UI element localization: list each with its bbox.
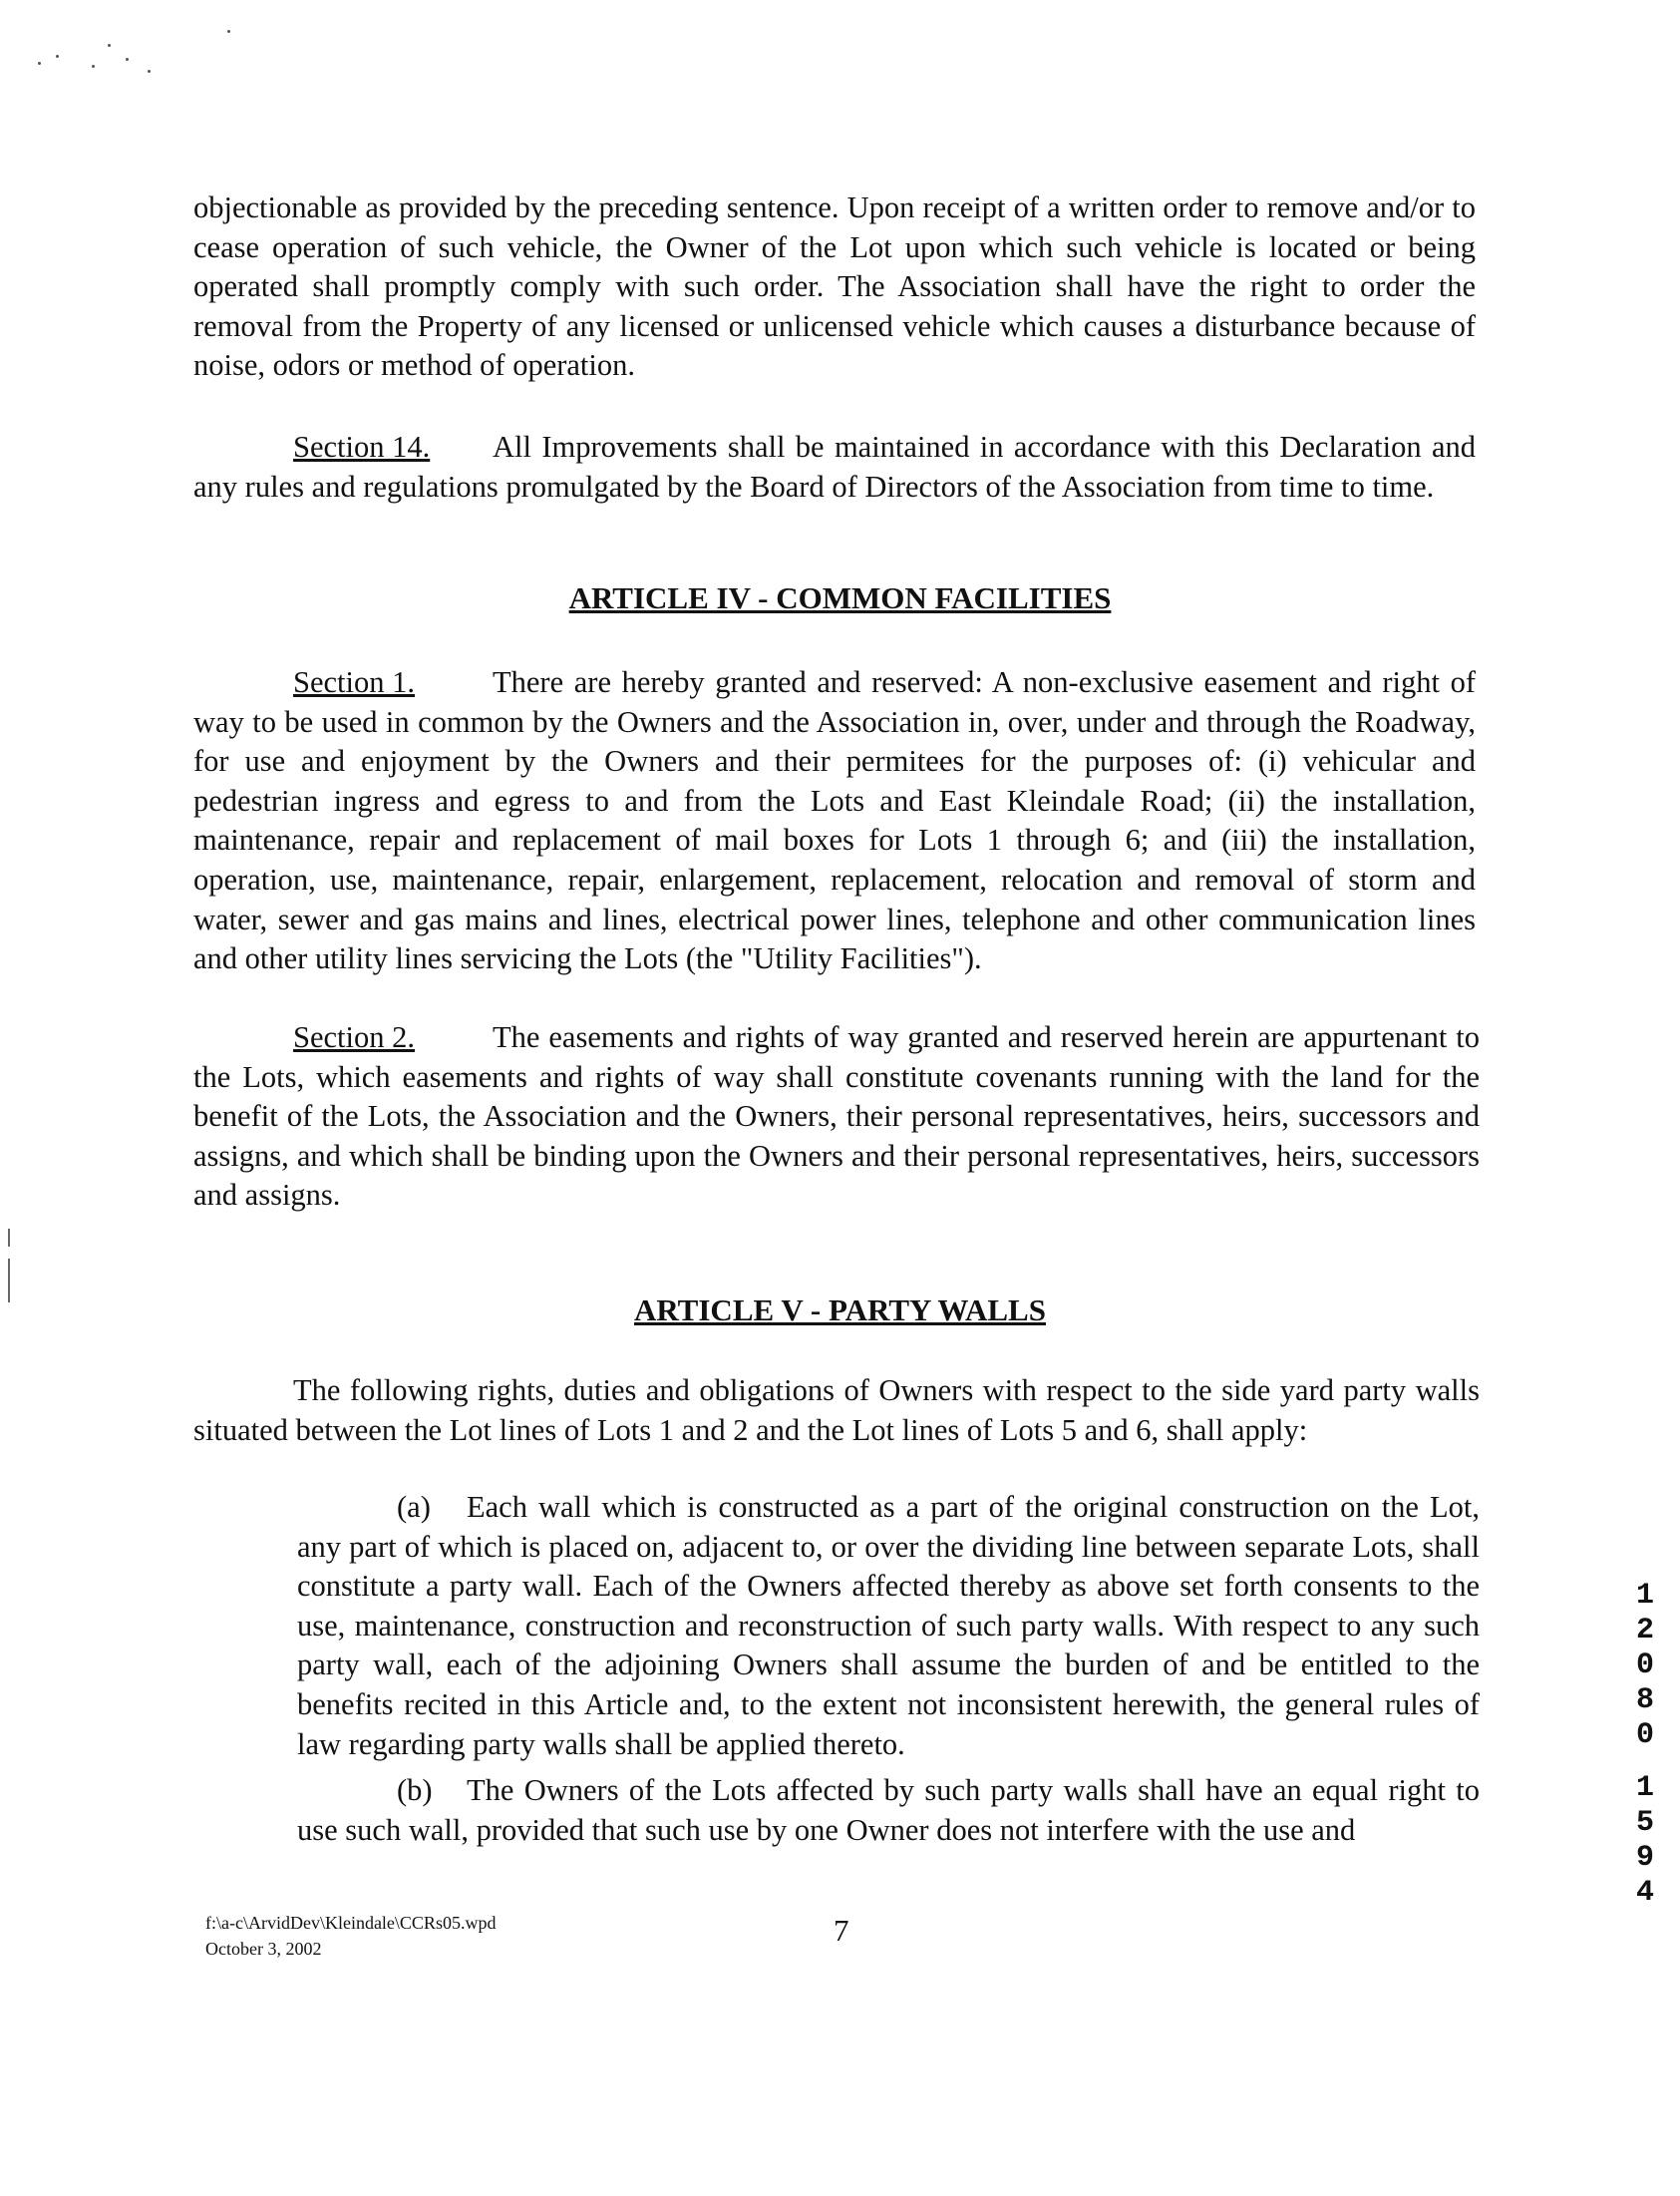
stamp-digit: 0 [1635, 1648, 1654, 1682]
stamp-digit: 9 [1635, 1841, 1654, 1875]
clause-a-paragraph [297, 1488, 1480, 1764]
stamp-digit: 2 [1635, 1614, 1654, 1647]
footer-file-path: f:\a-c\ArvidDev\Kleindale\CCRs05.wpd [205, 1913, 497, 1933]
clause-b-label: (b) [397, 1773, 433, 1807]
section-14-label: Section 14. [293, 430, 431, 464]
scan-speck [92, 65, 95, 68]
recording-stamp [1625, 1579, 1665, 1911]
section-1-text: There are hereby granted and reserved: A non-exclusive easement and right of way to be used in common by the Owners and the Association in, over, under and through the Roadway, for use and enjoyment by the Owners and their permitees for the purposes of: (i) vehicular and pedestrian ingress and egress to and from the Lots and East Kleindale Road; (ii) the installation, maintenance, repair and replacement of mail boxes for Lots 1 through 6; and (iii) the installation, operation, use, maintenance, repair, enlargement, replacement, relocation and removal of storm and water, sewer and gas mains and lines, electrical power lines, telephone and other communication lines and other utility lines servicing the Lots (the "Utility Facilities"). [193, 665, 1476, 976]
article-iv-heading: ARTICLE IV - COMMON FACILITIES [568, 580, 1112, 615]
scan-speck [38, 62, 41, 65]
article-v-intro-text: The following rights, duties and obligations of Owners with respect to the side yard party walls situated between the Lot lines of Lots 1 and 2 and the Lot lines of Lots 5 and 6, shall apply: [193, 1373, 1480, 1447]
footer-date: October 3, 2002 [205, 1939, 322, 1959]
section-14-text: All Improvements shall be maintained in accordance with this Declaration and any rules and regulations promulgated by the Board of Directors of the Association from time to time. [193, 430, 1476, 504]
section-2-paragraph [193, 1018, 1480, 1216]
footer-file-info [205, 1910, 496, 1962]
clause-a-text: Each wall which is constructed as a part of the original construction on the Lot, any part of which is placed on, adjacent to, or over the dividing line between separate Lots, shall constitute a party wall. Each of the Owners affected thereby as above set forth consents to the use, maintenance, construction and reconstruction of such party walls. With respect to any such party wall, each of the adjoining Owners shall assume the burden of and be entitled to the benefits recited in this Article and, to the extent not inconsistent herewith, the general rules of law regarding party walls shall be applied thereto. [297, 1490, 1480, 1761]
article-v-heading: ARTICLE V - PARTY WALLS [634, 1292, 1046, 1327]
stamp-digit: 0 [1635, 1718, 1654, 1752]
scan-mark [8, 1229, 10, 1247]
clause-b-text: The Owners of the Lots affected by such party walls shall have an equal right to use such wall, provided that such use by one Owner does not interfere with the use and [297, 1773, 1480, 1847]
scan-speck [148, 70, 151, 73]
stamp-digit: 1 [1635, 1771, 1654, 1805]
section-1-paragraph [193, 663, 1476, 979]
scan-speck [227, 30, 230, 33]
intro-paragraph [193, 188, 1476, 386]
stamp-digit: 4 [1635, 1876, 1654, 1910]
clause-a-label: (a) [397, 1490, 431, 1524]
scan-speck [56, 55, 59, 58]
article-v-intro-paragraph [193, 1371, 1480, 1450]
section-2-text: The easements and rights of way granted and reserved herein are appurtenant to the Lots, which easements and rights of way shall constitute covenants running with the land for the benefit of the Lots, the Association and the Owners, their personal representatives, heirs, successors and assigns, and which shall be binding upon the Owners and their personal representatives, heirs, successors and assigns. [193, 1020, 1480, 1213]
page-number: 7 [834, 1913, 849, 1948]
stamp-digit: 8 [1635, 1683, 1654, 1717]
stamp-digit: 1 [1635, 1579, 1654, 1613]
scan-speck [108, 44, 111, 47]
section-14-paragraph [193, 428, 1476, 507]
clause-b-paragraph [297, 1771, 1480, 1850]
stamp-digit: 5 [1635, 1806, 1654, 1840]
scan-speck [126, 58, 129, 61]
intro-text: objectionable as provided by the preceding sentence. Upon receipt of a written order to remove and/or to cease operation of such vehicle, the Owner of the Lot upon which such vehicle is located or being operated shall promptly comply with such order. The Association shall have the right to order the removal from the Property of any licensed or unlicensed vehicle which causes a disturbance because of noise, odors or method of operation. [193, 190, 1476, 383]
section-2-label: Section 2. [293, 1020, 415, 1054]
section-1-label: Section 1. [293, 665, 415, 699]
